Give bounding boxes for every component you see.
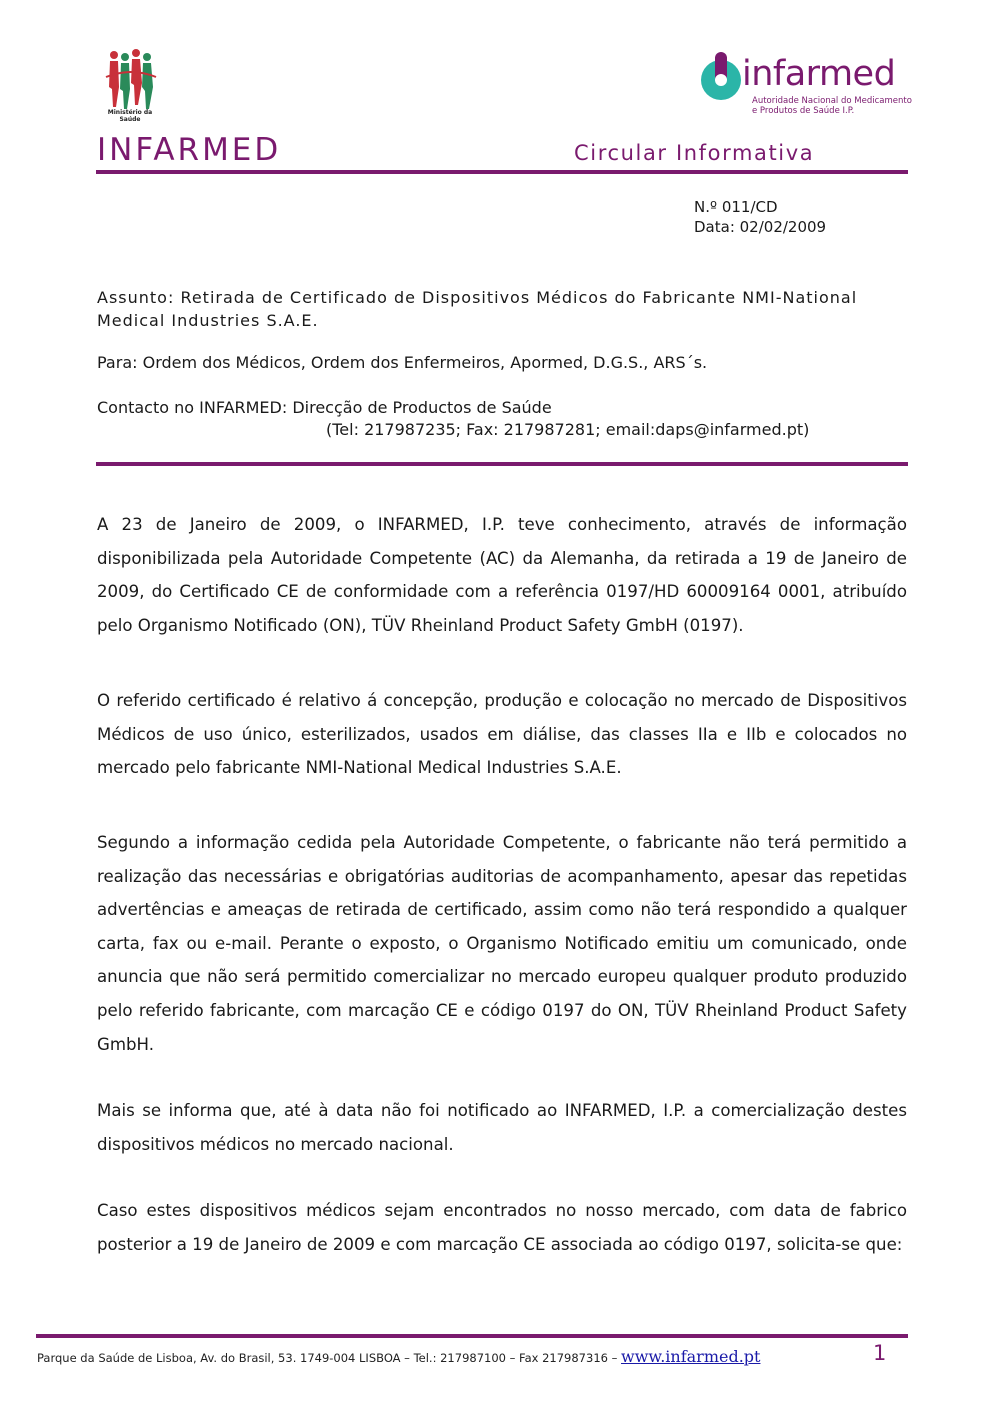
body-paragraph-3: Segundo a informação cedida pela Autoridade Competente, o fabricante não terá permitido a realização das necessárias e obrigatórias auditorias de acompanhamento, apesar das repetidas advertências e ameaças de retirada de certificado, assim como não terá respondido a qualquer carta, fax ou e-mail. Perante o exposto, o Organismo Notificado emitiu um comunicado, onde anuncia que não será permitido comercializar no mercado europeu qualquer produto produzido pelo referido fabricante, com marcação CE e código 0197 do ON, TÜV Rheinland Product Safety GmbH.	[97, 833, 907, 1054]
body-paragraph-5: Caso estes dispositivos médicos sejam encontrados no nosso mercado, com data de fabrico posterior a 19 de Janeiro de 2009 e com marcação CE associada ao código 0197, solicita-se que:	[97, 1201, 907, 1254]
infarmed-subtitle-line2: e Produtos de Saúde I.P.	[752, 106, 855, 116]
body-paragraph-1: A 23 de Janeiro de 2009, o INFARMED, I.P. teve conhecimento, através de informação disponibilizada pela Autoridade Competente (AC) da Alemanha, da retirada a 19 de Janeiro de 2009, do Certificado CE de conformidade com a referência 0197/HD 60009164 0001, atribuído pelo Organismo Notificado (ON), TÜV Rheinland Product Safety GmbH (0197).	[97, 515, 907, 635]
footer-address: Parque da Saúde de Lisboa, Av. do Brasil, 53. 1749-004 LISBOA – Tel.: 217987100 – Fax 217987316 –	[37, 1351, 622, 1365]
body-paragraph-2: O referido certificado é relativo á concepção, produção e colocação no mercado de Dispositivos Médicos de uso único, esterilizados, usados em diálise, das classes IIa e IIb e colocados no mercado pelo fabricante NMI-National Medical Industries S.A.E.	[97, 691, 907, 778]
infarmed-wordmark: infarmed	[742, 54, 896, 94]
ministry-caption: Ministério da Saúde	[107, 109, 153, 123]
document-title: INFARMED	[97, 132, 282, 168]
document-type: Circular Informativa	[574, 141, 815, 165]
footer-divider	[36, 1334, 908, 1338]
reference-date: Data: 02/02/2009	[694, 218, 827, 236]
contact-details: (Tel: 217987235; Fax: 217987281; email:daps@infarmed.pt)	[326, 420, 810, 439]
infarmed-subtitle-line1: Autoridade Nacional do Medicamento	[752, 96, 912, 106]
body-paragraph-4: Mais se informa que, até à data não foi notificado ao INFARMED, I.P. a comercialização destes dispositivos médicos no mercado nacional.	[97, 1101, 907, 1154]
contact-line: Contacto no INFARMED: Direcção de Productos de Saúde	[97, 398, 552, 417]
recipients-line: Para: Ordem dos Médicos, Ordem dos Enfermeiros, Apormed, D.G.S., ARS´s.	[97, 353, 708, 372]
reference-block	[694, 197, 826, 237]
page-number: 1	[873, 1341, 887, 1365]
section-divider	[96, 462, 908, 466]
footer	[37, 1347, 760, 1366]
subject-line: Assunto: Retirada de Certificado de Dispositivos Médicos do Fabricante NMI-National Medical Industries S.A.E.	[97, 288, 858, 330]
infarmed-logo-icon	[698, 50, 744, 102]
reference-number: N.º 011/CD	[694, 198, 778, 216]
header-divider	[96, 170, 908, 174]
website-link[interactable]: www.infarmed.pt	[621, 1347, 761, 1366]
